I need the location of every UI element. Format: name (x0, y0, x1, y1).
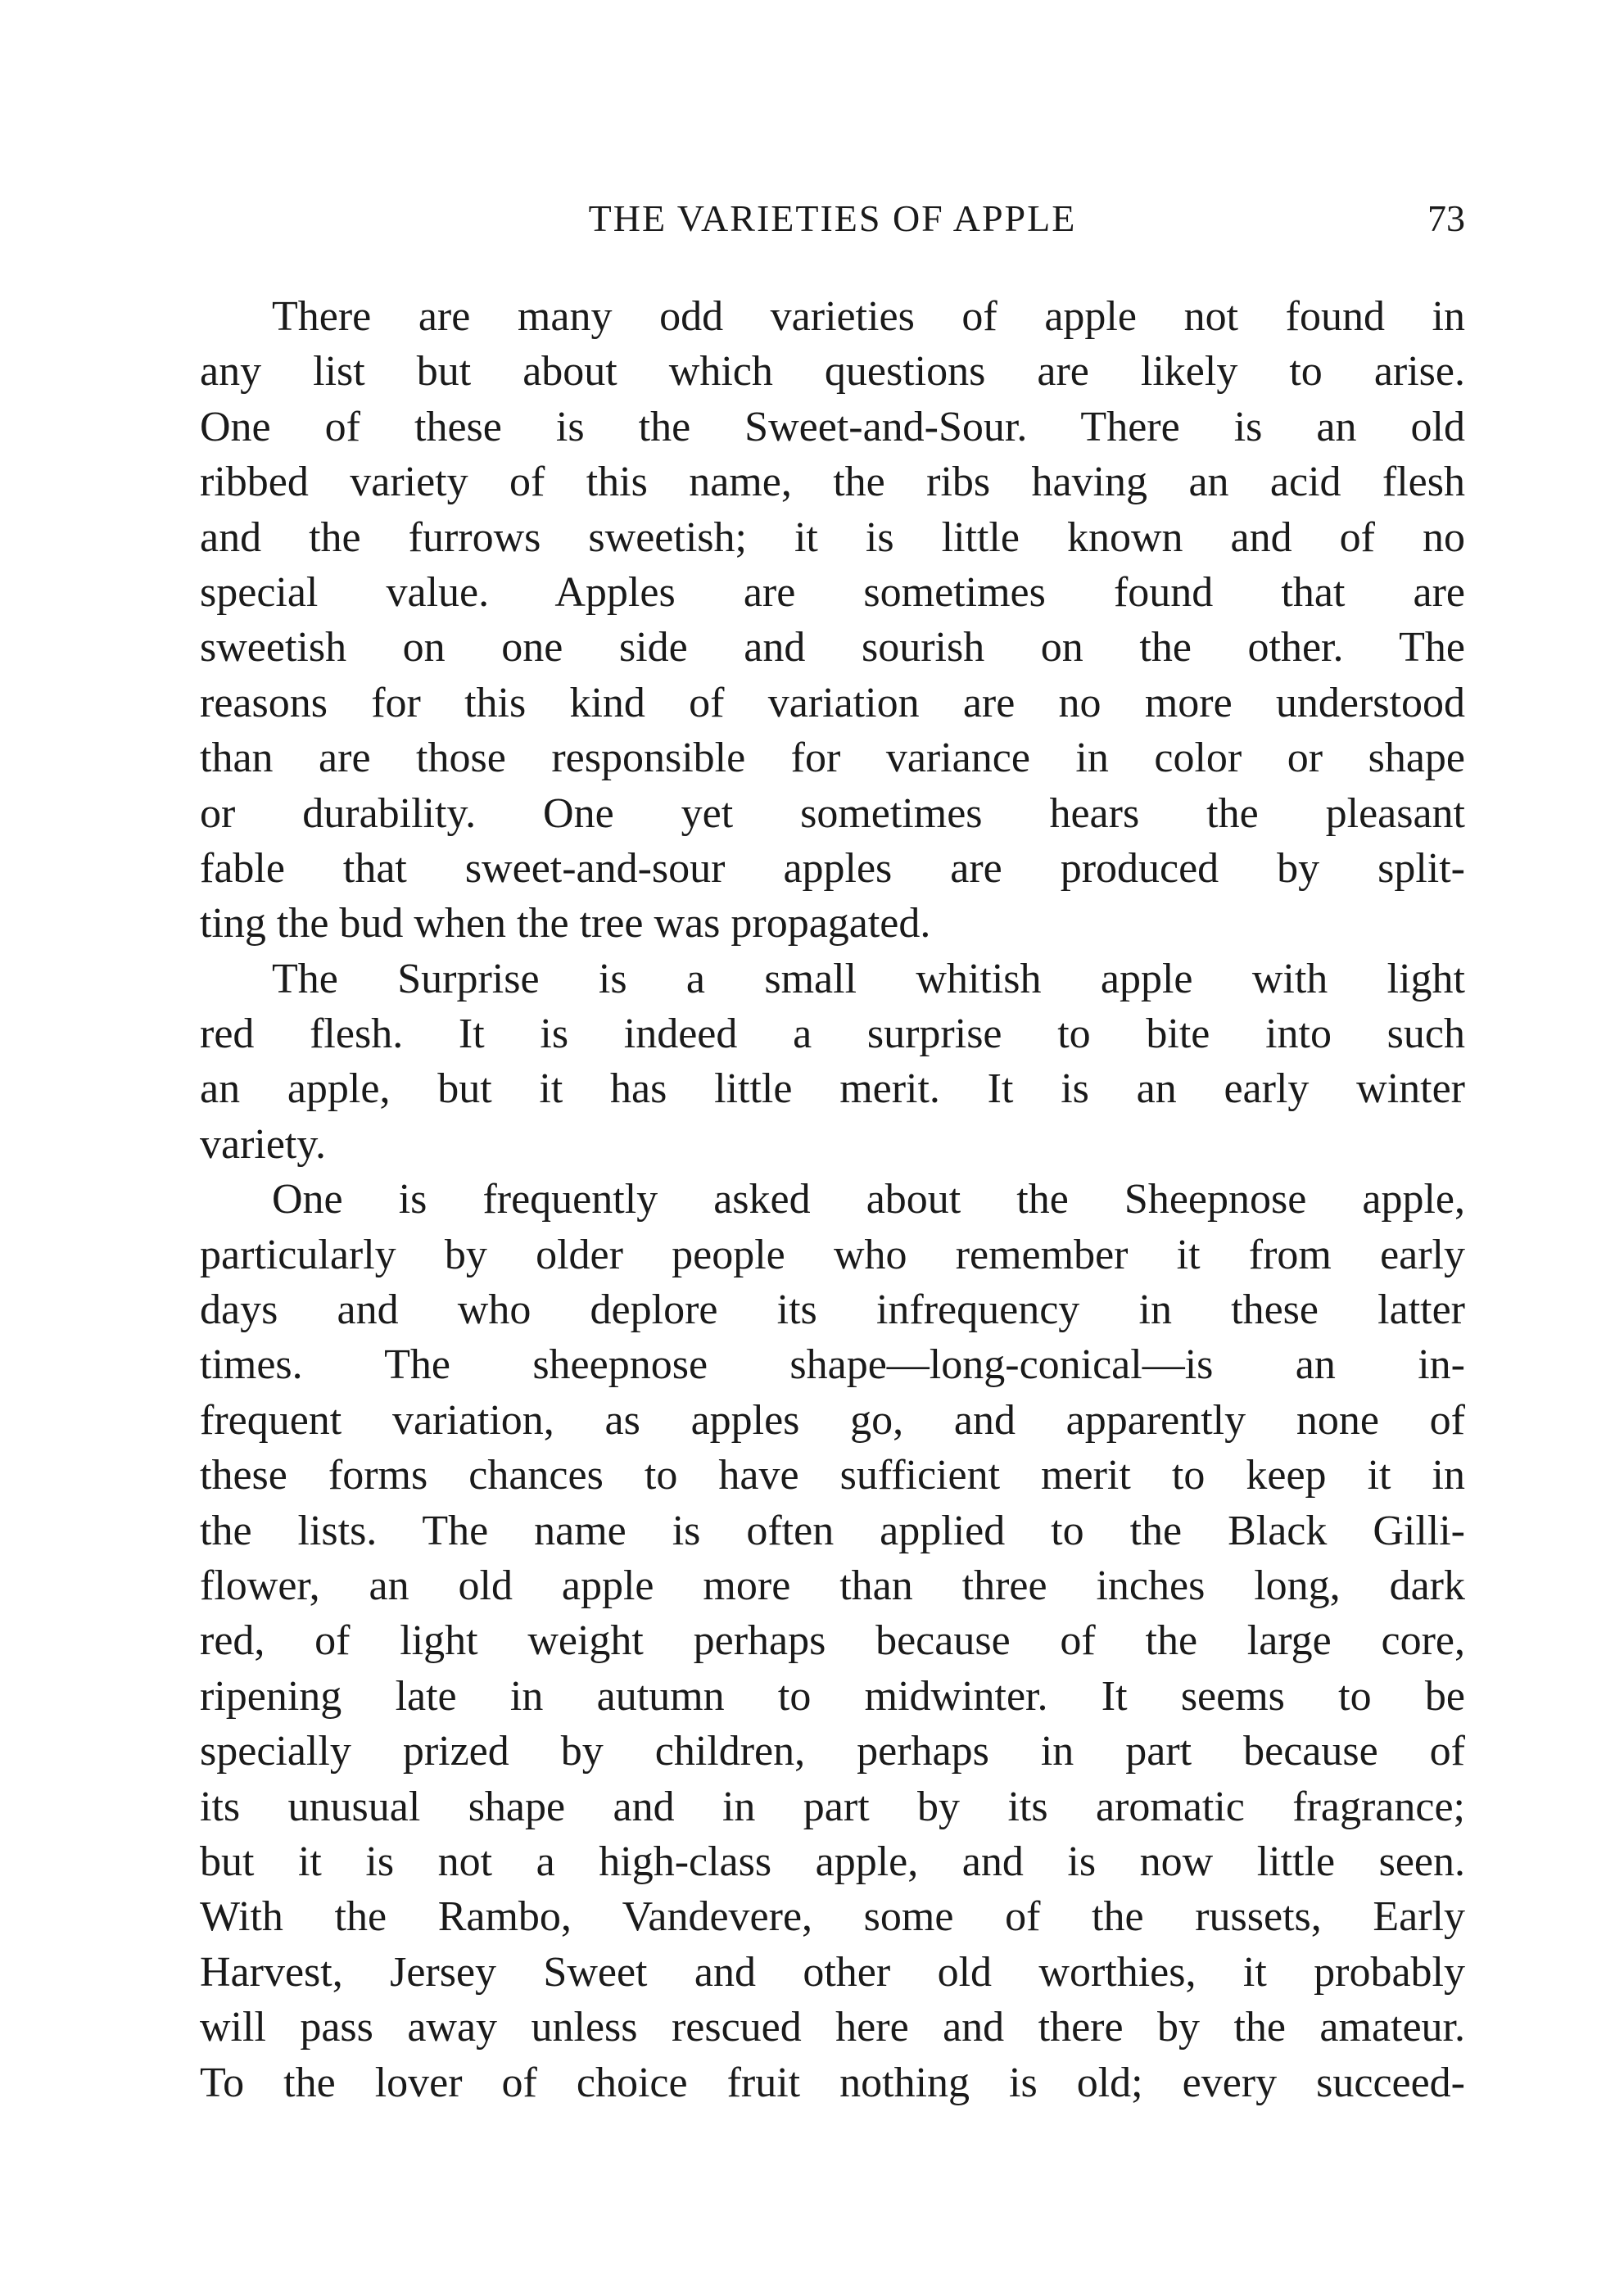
text-line: its unusual shape and in part by its aromatic fragrance; (200, 1783, 1465, 1830)
text-line: variety. (200, 1120, 326, 1168)
text-line: flower, an old apple more than three inches long, dark (200, 1562, 1465, 1609)
text-line: The Surprise is a small whitish apple with light (272, 955, 1465, 1002)
text-line: fable that sweet-and-sour apples are produced by split- (200, 844, 1465, 892)
text-line: sweetish on one side and sourish on the other. The (200, 624, 1465, 671)
body-text (200, 289, 1465, 2110)
text-line: and the furrows sweetish; it is little known and of no (200, 513, 1465, 561)
text-line: particularly by older people who remember it from early (200, 1231, 1465, 1278)
text-line: red, of light weight perhaps because of the large core, (200, 1617, 1465, 1665)
text-line: ribbed variety of this name, the ribs having an acid flesh (200, 459, 1465, 506)
text-line: special value. Apples are sometimes found that are (200, 568, 1465, 616)
text-line: the lists. The name is often applied to the Black Gilli- (200, 1507, 1465, 1554)
text-line: these forms chances to have sufficient merit to keep it in (200, 1452, 1465, 1499)
text-line: Harvest, Jersey Sweet and other old worthies, it probably (200, 1948, 1465, 1996)
text-line: With the Rambo, Vandevere, some of the russets, Early (200, 1893, 1465, 1941)
text-line: than are those responsible for variance in color or shape (200, 735, 1465, 782)
text-line: days and who deplore its infrequency in these latter (200, 1286, 1465, 1334)
text-line: times. The sheepnose shape—long-conical—is an in- (200, 1341, 1465, 1389)
text-line: any list but about which questions are likely to arise. (200, 348, 1465, 396)
text-line: an apple, but it has little merit. It is an early winter (200, 1065, 1465, 1113)
page-number: 73 (1427, 197, 1465, 239)
text-line: will pass away unless rescued here and there by the amateur. (200, 2004, 1465, 2051)
text-line: specially prized by children, perhaps in part because of (200, 1728, 1465, 1775)
text-line: One is frequently asked about the Sheepnose apple, (272, 1176, 1465, 1223)
text-line: frequent variation, as apples go, and apparently none of (200, 1396, 1465, 1444)
text-line: ripening late in autumn to midwinter. It seems to be (200, 1672, 1465, 1720)
running-title: THE VARIETIES OF APPLE (588, 197, 1077, 239)
text-line: reasons for this kind of variation are no more understood (200, 679, 1465, 726)
text-line: ting the bud when the tree was propagated. (200, 900, 931, 947)
text-line: One of these is the Sweet-and-Sour. There is an old (200, 403, 1465, 450)
text-line: To the lover of choice fruit nothing is old; every succeed- (200, 2059, 1465, 2106)
running-head (200, 190, 1465, 247)
text-line: or durability. One yet sometimes hears the pleasant (200, 789, 1465, 837)
text-line: red flesh. It is indeed a surprise to bite into such (200, 1011, 1465, 1058)
text-line: but it is not a high-class apple, and is now little seen. (200, 1838, 1465, 1885)
text-line: There are many odd varieties of apple not found in (272, 293, 1465, 340)
